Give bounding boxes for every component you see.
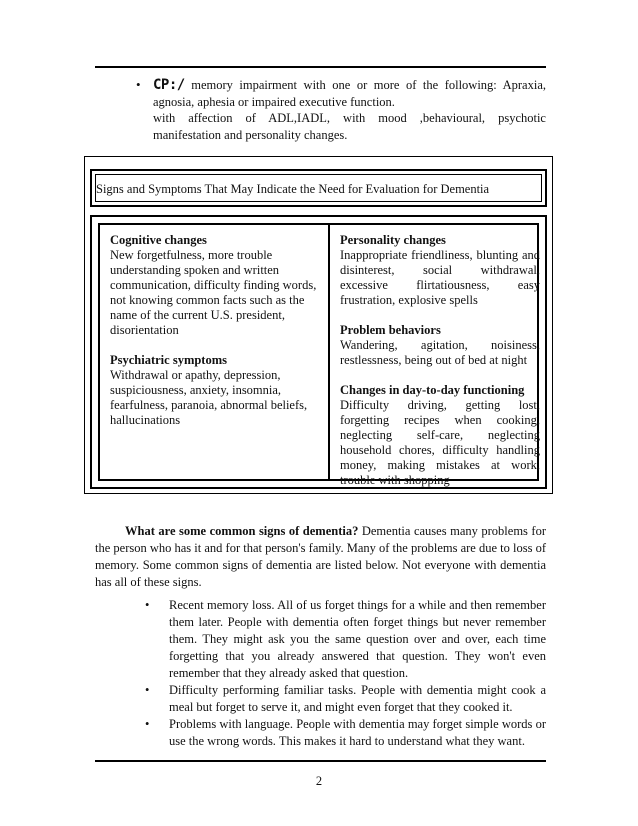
functioning-heading: Changes in day-to-day functioning [340, 383, 525, 397]
intro-paragraph [95, 523, 546, 591]
bottom-rule [95, 760, 546, 762]
signs-list [143, 597, 546, 750]
cognitive-heading: Cognitive changes [110, 233, 207, 247]
cp-line1 [153, 77, 546, 110]
list-item-text: Difficulty performing familiar tasks. People with dementia might cook a meal but forget to serve it, and might even forget that they cooked it. [169, 683, 546, 714]
behaviors-heading: Problem behaviors [340, 323, 441, 337]
behaviors-text: Wandering, agitation, noisiness, restlessness, being out of bed at night [340, 338, 540, 367]
cp-block [153, 77, 546, 143]
cp-bullet: • [136, 77, 141, 92]
cp-text1: memory impairment with one or more of the following: Apraxia, agnosia, aphesia or impaired executive function. [153, 78, 546, 109]
right-column [340, 233, 540, 488]
symptoms-table-frame [90, 215, 547, 489]
list-item: • Recent memory loss. All of us forget things for a while and then remember them later. People with dementia often forget things but never remember them. They might ask you the same question over and over, each time forgetting that you already answered that question. They won't even remember that they already asked that question. [145, 598, 546, 680]
psychiatric-text: Withdrawal or apathy, depression, suspiciousness, anxiety, insomnia, fearfulness, paranoia, abnormal beliefs, hallucinations [110, 368, 308, 427]
cp-text2: with affection of ADL,IADL, with mood ,behavioural, psychotic manifestation and personality changes. [153, 111, 546, 142]
column-divider [328, 225, 330, 479]
box-title: Signs and Symptoms That May Indicate the Need for Evaluation for Dementia [95, 174, 542, 202]
intro-text: Dementia causes many problems for the person who has it and for that person's family. Many of the problems are due to loss of memory. Some common signs of dementia are listed below. Not everyone with dementia has all of these signs. [95, 524, 546, 589]
functioning-text: Difficulty driving, getting lost, forgetting recipes when cooking, neglecting self-care, neglecting household chores, difficulty handling money, making mistakes at work, trouble with shopping [340, 398, 540, 487]
personality-heading: Personality changes [340, 233, 446, 247]
page-number: 2 [315, 774, 323, 788]
left-column [110, 233, 322, 428]
list-item-text: Recent memory loss. All of us forget things for a while and then remember them later. People with dementia often forget things but never remember them. They might ask you the same question over and over, each time forgetting that you already answered that question. They won't even remember that they already asked that question. [169, 598, 546, 680]
cognitive-text: New forgetfulness, more trouble understanding spoken and written communication, difficulty finding words, not knowing common facts such as the name of the current U.S. president, disorientation [110, 248, 317, 337]
symptoms-table [98, 223, 540, 487]
psychiatric-heading: Psychiatric symptoms [110, 353, 227, 367]
list-item-text: Problems with language. People with dementia may forget simple words or use the wrong words. This makes it hard to understand what they want. [169, 717, 546, 748]
box-title-frame [90, 169, 547, 207]
list-item: • Difficulty performing familiar tasks. People with dementia might cook a meal but forget to serve it, and might even forget that they cooked it. [145, 683, 546, 714]
personality-text: Inappropriate friendliness, blunting and disinterest, social withdrawal, excessive flirtatiousness, easy frustration, explosive spells [340, 248, 540, 307]
cp-label: CP:/ [153, 77, 185, 93]
intro-lead: What are some common signs of dementia? [125, 524, 359, 538]
top-rule [95, 66, 546, 68]
list-item: • Problems with language. People with dementia may forget simple words or use the wrong words. This makes it hard to understand what they want. [145, 717, 546, 748]
